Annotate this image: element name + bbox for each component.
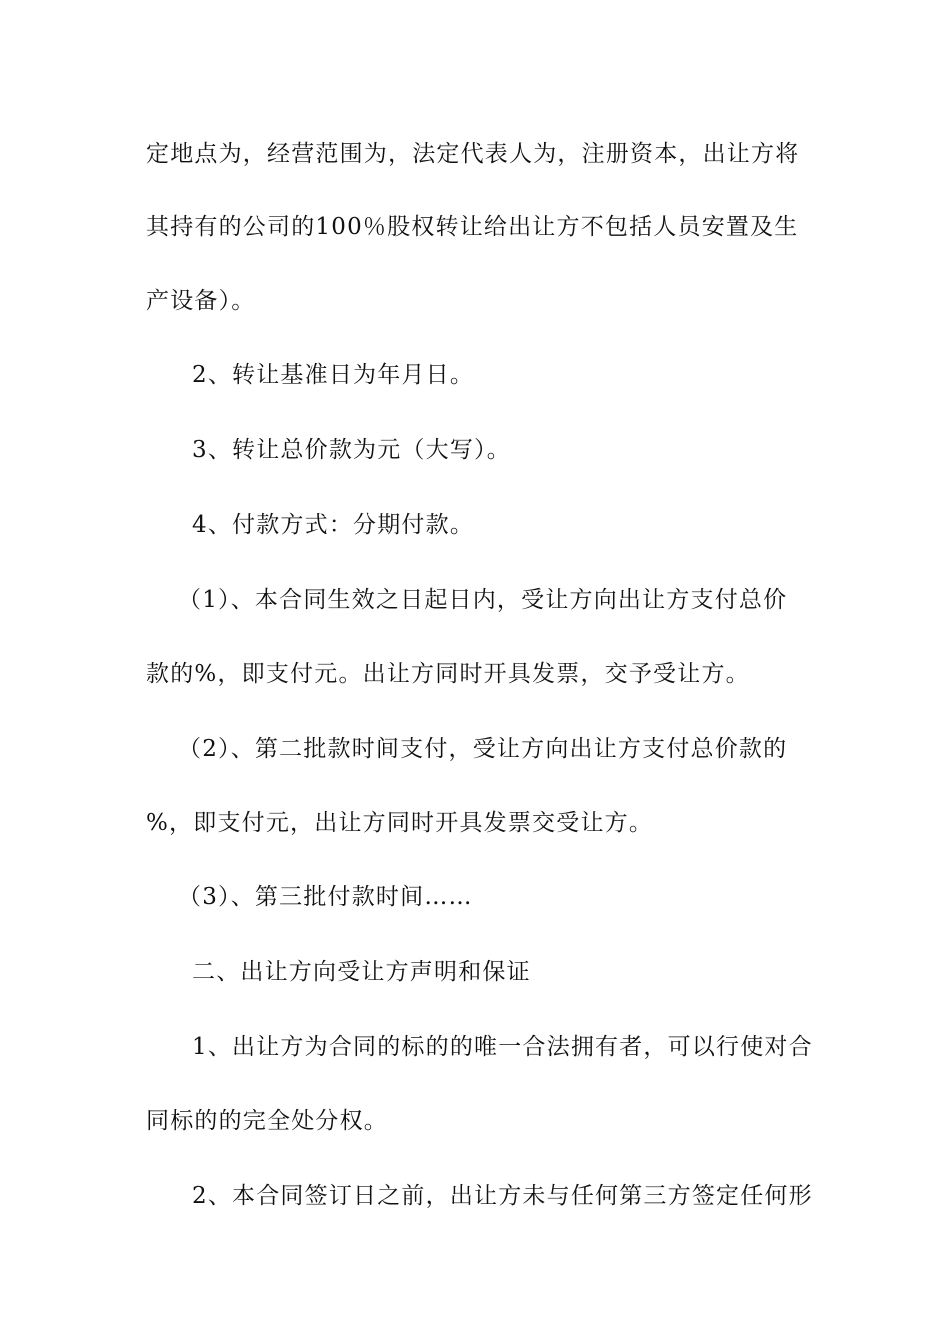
payment-item-3: （3）、第三批付款时间……: [178, 884, 473, 910]
warranty-1-line-1: 1、出让方为合同的标的的唯一合法拥有者，可以行使对合: [192, 1034, 813, 1060]
payment-item-1-line-1: （1）、本合同生效之日起日内，受让方向出让方支付总价: [178, 587, 788, 613]
section-heading-2: 二、出让方向受让方声明和保证: [192, 959, 531, 985]
payment-item-2-line-2: %，即支付元，出让方同时开具发票交受让方。: [146, 810, 654, 836]
body-line-2: 其持有的公司的100％股权转让给出让方不包括人员安置及生: [146, 214, 799, 240]
payment-item-2-line-1: （2）、第二批款时间支付，受让方向出让方支付总价款的: [178, 736, 788, 762]
warranty-1-line-2: 同标的的完全处分权。: [146, 1108, 388, 1134]
body-line-1: 定地点为，经营范围为，法定代表人为，注册资本，出让方将: [146, 141, 800, 167]
clause-4-payment-method: 4、付款方式：分期付款。: [192, 512, 475, 538]
warranty-2-line-1: 2、本合同签订日之前，出让方未与任何第三方签定任何形: [192, 1183, 813, 1209]
body-line-3: 产设备）。: [146, 288, 256, 314]
clause-2-transfer-date: 2、转让基准日为年月日。: [192, 362, 475, 388]
clause-3-total-price: 3、转让总价款为元（大写）。: [192, 437, 511, 463]
payment-item-1-line-2: 款的%，即支付元。出让方同时开具发票，交予受让方。: [146, 661, 750, 687]
